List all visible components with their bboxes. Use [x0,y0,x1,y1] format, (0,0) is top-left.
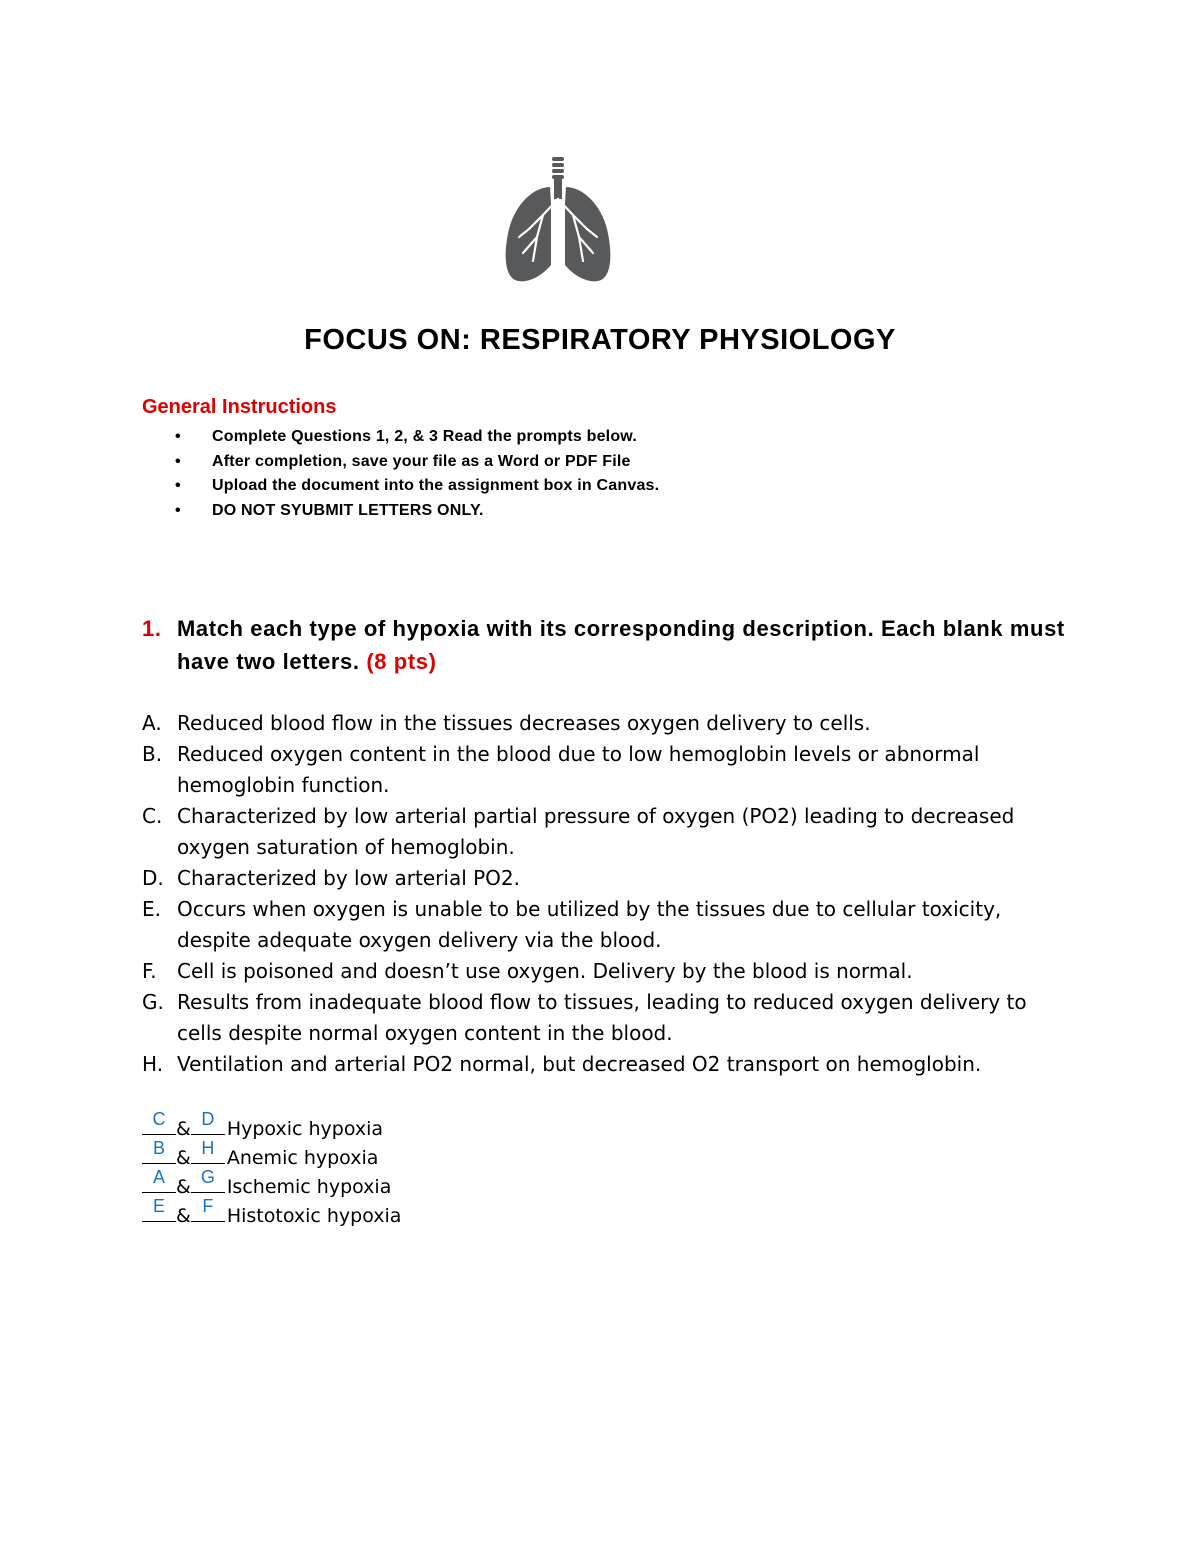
answers-list [142,1109,402,1228]
instruction-text: DO NOT SYUBMIT LETTERS ONLY. [212,501,484,519]
option-text: Cell is poisoned and doesn’t use oxygen. Delivery by the blood is normal. [177,959,913,983]
instruction-text: Complete Questions 1, 2, & 3 Read the prompts below. [212,428,637,445]
question-text-wrapper [177,612,1082,678]
instruction-text: After completion, save your file as a Word or PDF File [212,452,631,470]
answer-row [142,1138,401,1170]
option-text: Ventilation and arterial PO2 normal, but decreased O2 transport on hemoglobin. [177,1052,982,1076]
question-points: (8 pts) [366,649,437,674]
option-item [142,708,1062,739]
answer-blank[interactable] [191,1196,225,1222]
ampersand: & [176,1118,191,1140]
option-letter: B. [142,742,163,766]
general-instructions-heading: General Instructions [142,396,337,418]
question-text: Match each type of hypoxia with its corresponding description. Each blank must have two letters. [177,616,1065,674]
option-letter: H. [142,1052,164,1076]
option-item [142,863,1062,894]
option-letter: E. [142,897,161,921]
option-item [142,987,1062,1049]
answer-value: F [202,1196,214,1216]
answer-blank[interactable] [142,1138,176,1164]
option-item [142,894,1062,956]
lungs-icon [503,157,613,282]
option-text: Characterized by low arterial partial pressure of oxygen (PO2) leading to decreased oxygen saturation of hemoglobin. [177,804,1015,859]
option-item [142,1049,1062,1080]
answer-label: Hypoxic hypoxia [226,1118,384,1140]
bullet: • [175,477,181,494]
answer-blank[interactable] [142,1167,176,1193]
answer-value: E [152,1196,165,1216]
instruction-text: Upload the document into the assignment box in Canvas. [212,477,660,494]
instruction-item [142,500,659,525]
answer-value: D [201,1109,215,1129]
instruction-item [142,475,659,500]
instructions-list [142,426,659,524]
answer-row [142,1109,401,1141]
answer-blank[interactable] [142,1109,176,1135]
answer-blank[interactable] [191,1109,225,1135]
ampersand: & [176,1205,191,1227]
option-item [142,739,1062,801]
bullet: • [175,452,181,470]
option-item [142,956,1062,987]
option-letter: A. [142,711,162,735]
option-text: Results from inadequate blood flow to tissues, leading to reduced oxygen delivery to cells despite normal oxygen content in the blood. [177,990,1027,1045]
answer-label: Anemic hypoxia [226,1147,379,1169]
option-text: Occurs when oxygen is unable to be utilized by the tissues due to cellular toxicity, despite adequate oxygen delivery via the blood. [177,897,1002,952]
answer-value: H [201,1138,215,1158]
ampersand: & [176,1147,191,1169]
answer-blank[interactable] [191,1167,225,1193]
answer-row [142,1167,401,1199]
option-text: Reduced blood flow in the tissues decreases oxygen delivery to cells. [177,711,871,735]
instruction-item [142,451,659,476]
option-item [142,801,1062,863]
answer-value: A [152,1167,165,1187]
question-1 [142,612,1082,678]
answer-label: Ischemic hypoxia [226,1176,392,1198]
answer-label: Histotoxic hypoxia [226,1205,402,1227]
answer-value: B [152,1138,165,1158]
answer-blank[interactable] [191,1138,225,1164]
bullet: • [175,501,181,519]
options-list [142,708,1062,1080]
answer-value: G [200,1167,215,1187]
option-text: Characterized by low arterial PO2. [177,866,521,890]
page-title: FOCUS ON: RESPIRATORY PHYSIOLOGY [304,324,896,356]
option-letter: C. [142,804,163,828]
option-letter: F. [142,959,157,983]
question-number: 1. [142,616,162,641]
answer-blank[interactable] [142,1196,176,1222]
instruction-item [142,426,659,451]
option-text: Reduced oxygen content in the blood due to low hemoglobin levels or abnormal hemoglobin function. [177,742,980,797]
answer-value: C [152,1109,166,1129]
option-letter: G. [142,990,164,1014]
bullet: • [175,428,181,445]
answer-row [142,1196,402,1228]
ampersand: & [176,1176,191,1198]
option-letter: D. [142,866,164,890]
